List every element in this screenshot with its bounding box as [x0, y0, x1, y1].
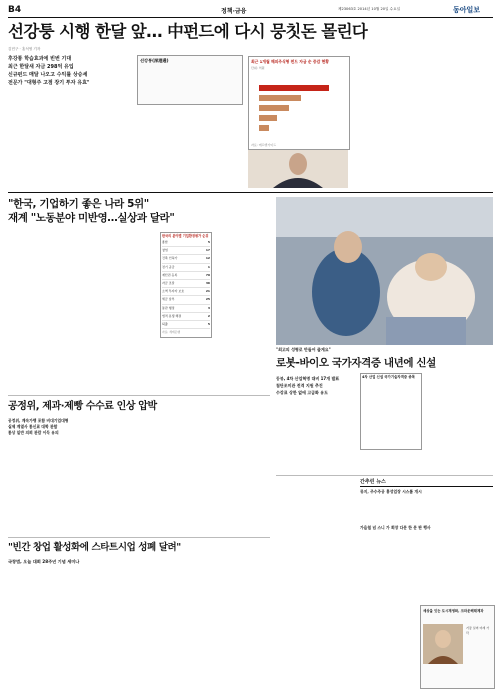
table-cell: 종합 [162, 240, 168, 244]
top-story-byline: 김민구 · 홍석영 기자 [8, 47, 41, 51]
feature-body-col-b [424, 373, 493, 473]
issue-info: 제23063호 2014년 10월 20일 수요일 [338, 7, 401, 11]
brief-body [360, 495, 493, 525]
side-box-title: 4차 산업 신설 국가기술자격증 종목 [362, 375, 415, 379]
top-story-chart [248, 56, 350, 150]
table-cell: 21 [205, 289, 210, 294]
table-row [162, 296, 210, 304]
infobox-title: 선강퉁(深港通) [140, 58, 169, 63]
table-cell: 창업 [162, 248, 168, 253]
story3-body-col2 [112, 418, 188, 532]
story2-headline-2: 재계 "노동분야 미반영…실상과 달라" [8, 212, 175, 224]
story3-divider [8, 395, 270, 396]
table-cell: 세금 납부 [162, 297, 175, 302]
table-cell: 17 [205, 248, 210, 253]
brief-title: 간추린 뉴스 [360, 478, 493, 487]
section-divider [8, 192, 493, 193]
story5-byline: 국창범, 오늘 대회 28주년 기념 세미나 [8, 559, 80, 564]
table-cell: 법적 분쟁 해결 [162, 313, 182, 318]
deck-line: 등뷰, 4차 산업혁명 대비 17개 발표 [276, 376, 340, 381]
table-cell: 5 [207, 240, 210, 244]
table-row [162, 239, 210, 247]
deck-line: 공정위, 계속가맹 포함 비대기업대형 [8, 418, 69, 423]
story3-headline: 공정위, 제과·제빵 수수료 인상 압박 [8, 401, 157, 412]
table-note: 자료: 세계은행 [162, 330, 181, 335]
story5-body-col2 [97, 568, 181, 686]
table-row [162, 247, 210, 255]
table-cell: 자금 조달 [162, 281, 175, 286]
table-cell: 건축 인허가 [162, 256, 178, 261]
deck-line: 최근 한달새 자금 298억 유입 [8, 64, 74, 70]
deck-line: 후강퉁 학습효과에 빈번 기대 [8, 56, 72, 62]
story2-body-col2 [86, 232, 156, 392]
top-story-infobox [137, 55, 243, 105]
story3-body-col3 [192, 418, 270, 532]
table-row [162, 264, 210, 272]
feature-body-col-a [276, 398, 356, 598]
story3-deck [8, 418, 108, 436]
table-row [162, 313, 210, 321]
paper-name: 동아일보 [453, 6, 481, 14]
feature-side-box [360, 373, 422, 450]
table-cell: 소액 투자자 보호 [162, 289, 185, 294]
rank-table [160, 232, 212, 338]
feature-deck [276, 375, 356, 396]
ad-block [420, 605, 495, 689]
table-row [162, 272, 210, 280]
feature-headline: 로봇-바이오 국가자격증 내년에 신설 [276, 357, 436, 369]
table-row [162, 255, 210, 263]
top-story-photo [248, 150, 348, 188]
brief-item: 가을철 넘 스니 가 회장 다문 한 문 판 행사 [360, 525, 431, 530]
deck-line: 첨단조미관 전격 지원 추진 [276, 383, 323, 388]
table-row [162, 288, 210, 296]
section-label: 정책·금융 [221, 8, 247, 15]
ad-body: 거장 실버 미래 가락 [466, 626, 490, 635]
masthead-rule [8, 17, 493, 18]
story3-body-col1 [8, 440, 108, 532]
ad-title: 세상을 잇는 도시재생화, 크라운해태제과 [423, 609, 484, 613]
masthead [8, 5, 493, 17]
rank-rows [161, 239, 211, 329]
deck-line: 실제 계열사 통신료 대학 관할 [8, 424, 58, 429]
table-cell: 퇴출 [162, 322, 168, 327]
table-cell: 2 [207, 313, 210, 318]
top-story-deck [8, 55, 128, 87]
story5-body-col3 [185, 568, 270, 686]
ad-photo [423, 624, 463, 664]
chart-unit: 단위: 억원 [251, 66, 265, 70]
story5-body-col1 [8, 568, 93, 686]
table-cell: 전기 공급 [162, 264, 175, 269]
story2-headline-1: "한국, 기업하기 좋은 나라 5위" [8, 198, 149, 210]
table-cell: 25 [205, 297, 210, 302]
news-brief [360, 478, 493, 561]
caption-title: "최고의 성형로 만들어 줄게요" [276, 347, 331, 352]
table-cell: 12 [205, 256, 210, 261]
table-cell: 3 [207, 305, 210, 310]
table-cell: 통관 행정 [162, 305, 175, 310]
table-cell: 재산권 등록 [162, 272, 178, 277]
top-story-headline: 선강퉁 시행 한달 앞… 中펀드에 다시 뭉칫돈 몰린다 [8, 22, 368, 41]
story2-body-col3 [214, 232, 270, 392]
top-story-body-col3 [355, 55, 493, 188]
table-cell: 5 [207, 322, 210, 327]
page-number: B4 [8, 5, 22, 15]
chart-bars [249, 77, 349, 147]
deck-line: 통상 일반 의뢰 관람 이득 유의 [8, 430, 59, 435]
story4-divider [276, 475, 493, 476]
deck-line: 신규펀드 매달 나오고 수익률 상승세 [8, 72, 88, 78]
chart-note: 자료: 에프앤가이드 [251, 143, 277, 147]
story2-body-col1 [8, 232, 80, 392]
chart-title: 최근 1개월 해외주식형 펀드 자금 순 증감 현황 [251, 59, 329, 64]
table-title: 한국의 분야별 기업환경평가 순위 [162, 234, 209, 238]
brief-item: 뮤지, 주수주공 홍성업장 시스톱 개시 [360, 489, 422, 494]
feature-photo [276, 197, 493, 345]
top-story-body-col1 [8, 90, 128, 188]
table-cell: 79 [205, 272, 210, 277]
table-cell: 36 [205, 281, 210, 286]
story5-headline: "빈간 창업 활성화에 스타트시업 성폐 달려" [8, 542, 181, 553]
brief-body [360, 531, 493, 561]
feature-photo-caption [276, 347, 493, 353]
deck-line: 수강료 상한 없애 고급화 유도 [276, 390, 328, 395]
deck-line: 전문가 "대형주 고점 장기 투자 유효" [8, 80, 90, 86]
table-row [162, 321, 210, 329]
story5-divider [8, 537, 270, 538]
table-row [162, 280, 210, 288]
table-cell: 1 [207, 264, 210, 269]
table-row [162, 305, 210, 313]
